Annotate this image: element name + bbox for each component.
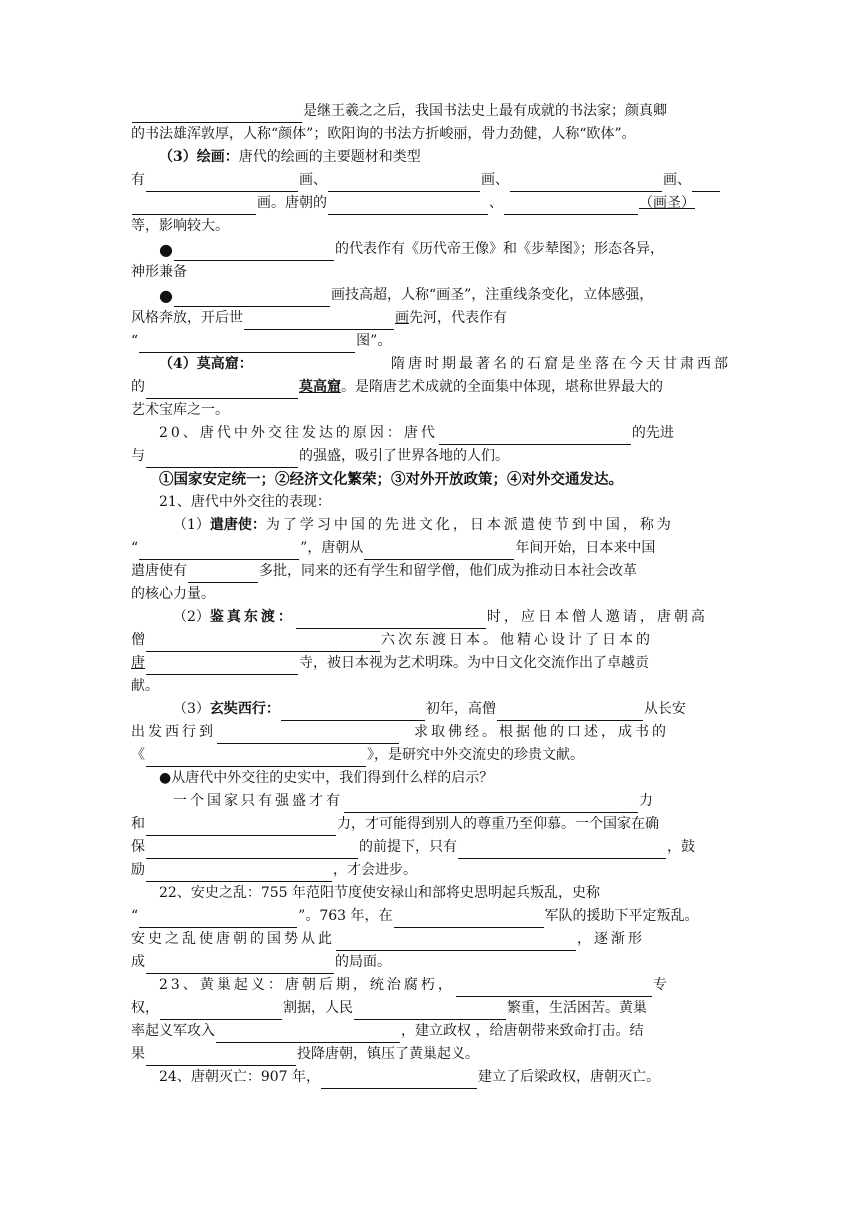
fill-blank[interactable] — [146, 1049, 296, 1066]
fill-blank[interactable] — [504, 198, 638, 215]
fill-blank[interactable] — [174, 290, 330, 307]
fill-blank[interactable] — [216, 1026, 400, 1043]
text-line: 保 的前提下，只有 ，鼓 — [131, 836, 731, 859]
bullet-icon: ● — [159, 286, 173, 305]
fill-blank[interactable] — [146, 842, 358, 859]
bullet-item: ● 的代表作有《历代帝王像》和《步辇图》；形态各异， — [159, 240, 664, 259]
fill-blank[interactable] — [146, 635, 380, 652]
section-heading: （4）莫高窟： 隋唐时期最著名的石窟是坐落在今天甘肃西部 — [159, 356, 731, 372]
question-24: 24、唐朝灭亡：907 年， 建立了后梁政权，唐朝灭亡。 — [131, 1066, 731, 1089]
subsection: （2） 鉴真东渡： 时，应日本僧人邀请，唐朝高 — [131, 606, 731, 629]
fill-blank[interactable] — [510, 175, 662, 192]
fill-blank[interactable] — [458, 842, 666, 859]
text-line: 《 》，是研究中外交流史的珍贵文献。 — [131, 744, 731, 767]
fill-blank[interactable] — [146, 175, 298, 192]
insight-question: ●从唐代中外交往的史实中，我们得到什么样的启示？ — [159, 770, 494, 786]
fill-blank[interactable] — [146, 865, 332, 882]
text-line: 的 莫高窟 。是隋唐艺术成就的全面集中体现，堪称世界最大的 — [131, 376, 731, 399]
text-line: 画。唐朝的 、 （画圣） — [131, 192, 731, 215]
fill-blank[interactable] — [160, 1003, 282, 1020]
fill-blank[interactable] — [174, 244, 334, 261]
fill-blank[interactable] — [139, 543, 299, 560]
text-line: 有 画、 画、 画、 — [131, 169, 731, 192]
text-line: 的核心力量。 — [131, 586, 215, 602]
question-22: 22、安史之乱：755 年范阳节度使安禄山和部将史思明起兵叛乱，史称 — [159, 885, 600, 901]
text-line: “ 图”。 — [131, 330, 731, 353]
fill-blank[interactable] — [146, 819, 336, 836]
fill-blank[interactable] — [296, 612, 486, 629]
fill-blank[interactable] — [344, 796, 638, 813]
fill-blank[interactable] — [244, 313, 394, 330]
text-line: 艺术宝库之一。 — [131, 402, 229, 418]
question-20: 20、唐代中外交往发达的原因：唐代 的先进 — [131, 422, 731, 445]
text-line: 与 的强盛，吸引了世界各地的人们。 — [131, 445, 731, 468]
text-line: 出发西行到 求取佛经。根据他的口述，成书的 — [131, 721, 731, 744]
text-line: 一个国家只有强盛才有 力 — [131, 790, 731, 813]
text-line: 神形兼备 — [131, 264, 187, 280]
text-line: 僧 六次东渡日本。他精心设计了日本的 — [131, 629, 731, 652]
worksheet-page — [131, 100, 731, 1089]
text-line: 唐 寺，被日本视为艺术明珠。为中日文化交流作出了卓越贡 — [131, 652, 731, 675]
text-line: 励 ，才会进步。 — [131, 859, 731, 882]
fill-blank[interactable] — [146, 957, 334, 974]
text-line: “ ”。763 年，在 军队的援助下平定叛乱。 — [131, 905, 731, 928]
answer-line: ①国家安定统一；②经济文化繁荣；③对外开放政策；④对外交通发达。 — [159, 471, 623, 488]
text-line: 遣唐使有 多批，同来的还有学生和留学僧，他们成为推动日本社会改革 — [131, 560, 731, 583]
text-line: 献。 — [131, 678, 159, 694]
fill-blank[interactable] — [217, 727, 399, 744]
text-line: 成 的局面。 — [131, 951, 731, 974]
fill-blank[interactable] — [364, 543, 514, 560]
bullet-item: ● 画技高超，人称“画圣”，注重线条变化，立体感强， — [159, 286, 654, 305]
question-23: 23、黄巢起义：唐朝后期，统治腐朽， 专 — [131, 974, 731, 997]
fill-blank[interactable] — [281, 704, 425, 721]
section-heading: （3）绘画： 唐代的绘画的主要题材和类型 — [159, 149, 421, 165]
fill-blank[interactable] — [146, 750, 366, 767]
fill-blank[interactable] — [132, 198, 256, 215]
text-line: 权， 割据，人民 繁重，生活困苦。黄巢 — [131, 997, 731, 1020]
subsection: （1） 遣唐使： 为了学习中国的先进文化，日本派遣使节到中国，称为 — [173, 517, 674, 533]
text-line: 的书法雄浑敦厚，人称“颜体”；欧阳询的书法方折峻丽，骨力劲健，人称“欧体”。 — [131, 126, 636, 142]
fill-blank[interactable] — [139, 336, 355, 353]
fill-blank[interactable] — [146, 382, 298, 399]
fill-blank[interactable] — [328, 175, 480, 192]
text-line: 等，影响较大。 — [131, 218, 229, 234]
fill-blank[interactable] — [394, 911, 544, 928]
fill-blank[interactable] — [146, 451, 298, 468]
fill-blank[interactable] — [321, 1072, 477, 1089]
fill-blank[interactable] — [456, 980, 652, 997]
fill-blank[interactable] — [336, 934, 576, 951]
fill-blank[interactable] — [132, 106, 302, 123]
fill-blank[interactable] — [439, 428, 631, 445]
text-line: 风格奔放，开后世 画 先河，代表作有 — [131, 307, 731, 330]
bullet-icon: ● — [159, 240, 173, 259]
fill-blank[interactable] — [146, 658, 298, 675]
fill-blank[interactable] — [328, 198, 488, 215]
text-line: 和 力，才可能得到别人的尊重乃至仰慕。一个国家在确 — [131, 813, 731, 836]
text-line: 果 投降唐朝，镇压了黄巢起义。 — [131, 1043, 731, 1066]
subsection: （3） 玄奘西行： 初年，高僧 从长安 — [131, 698, 731, 721]
question-21: 21、唐代中外交往的表现： — [159, 494, 331, 510]
text-line: 率起义军攻入 ，建立政权 ，给唐朝带来致命打击。结 — [131, 1020, 731, 1043]
fill-blank[interactable] — [139, 911, 297, 928]
fill-blank[interactable] — [497, 704, 643, 721]
text-line: 是继王羲之之后，我国书法史上最有成就的书法家；颜真卿 — [131, 100, 731, 123]
fill-blank[interactable] — [692, 175, 720, 192]
fill-blank[interactable] — [188, 566, 258, 583]
text-line: 安史之乱使唐朝的国势从此 ，逐渐形 — [131, 928, 731, 951]
fill-blank[interactable] — [354, 1003, 506, 1020]
text-line: “ ”，唐朝从 年间开始，日本来中国 — [131, 537, 731, 560]
